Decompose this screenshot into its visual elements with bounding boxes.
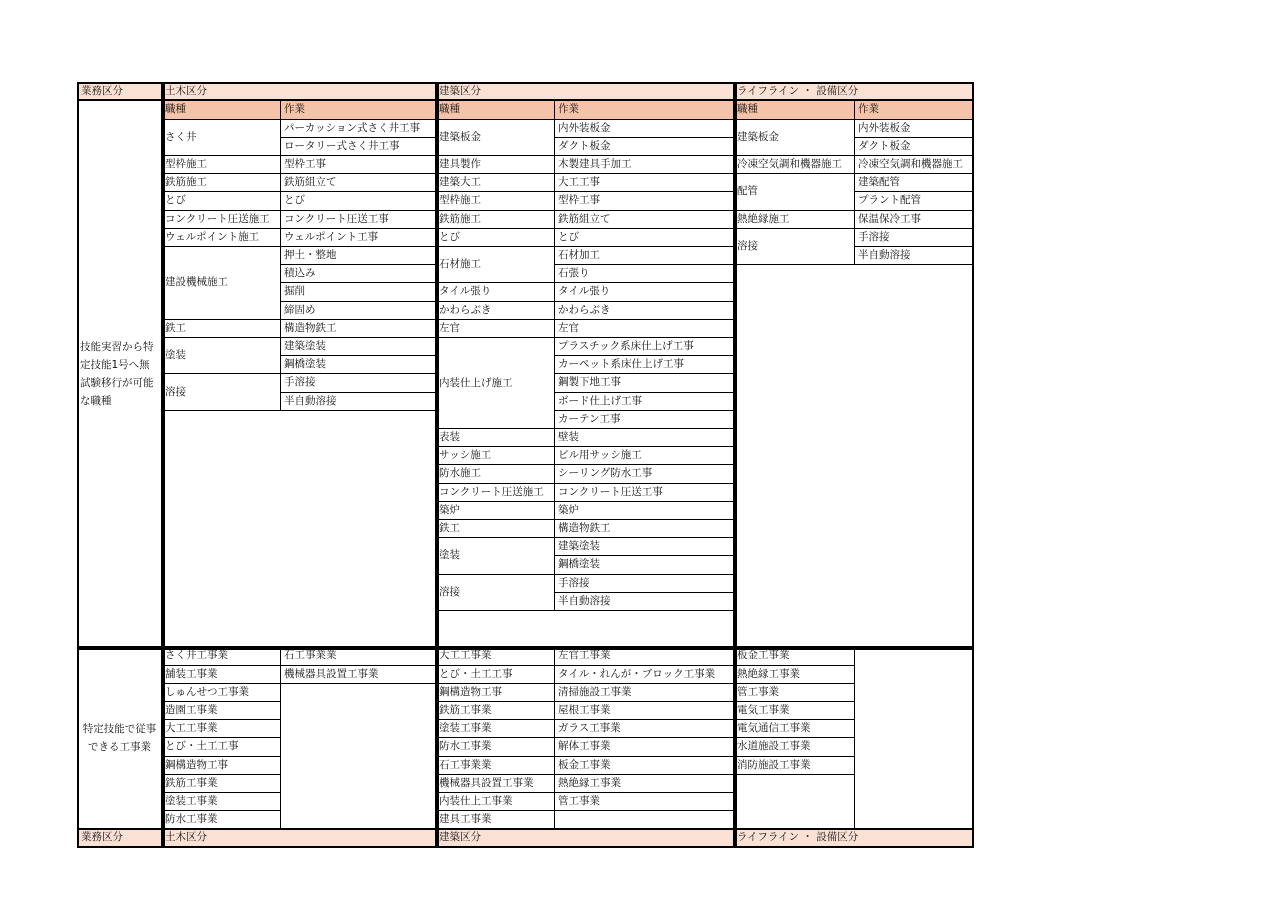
- building-empty-area: [554, 810, 734, 829]
- division-header: 業務区分: [77, 82, 162, 101]
- civil-industry-cell: 機械器具設置工事業: [280, 665, 436, 684]
- building-job-cell: コンクリート圧送施工: [435, 483, 555, 502]
- building-job-cell: サッシ施工: [435, 446, 555, 465]
- civil-job-cell: 鉄筋施工: [161, 173, 281, 192]
- lifeline-industry-cell: 電気工事業: [733, 701, 855, 720]
- building-work-cell: 石材加工: [554, 246, 734, 265]
- building-work-cell: シーリング防水工事: [554, 464, 734, 483]
- column-header-job-type: 職種: [161, 100, 281, 119]
- building-job-cell: 建築板金: [435, 119, 555, 156]
- building-job-cell: 建具製作: [435, 155, 555, 174]
- civil-work-cell: パーカッション式さく井工事: [280, 119, 436, 138]
- building-job-cell: 溶接: [435, 574, 555, 611]
- civil-work-cell: ロータリー式さく井工事: [280, 137, 436, 156]
- civil-empty-area: [280, 683, 436, 830]
- building-job-cell: 塗装: [435, 537, 555, 574]
- building-job-cell: 鉄工: [435, 519, 555, 538]
- civil-industry-cell: しゅんせつ工事業: [161, 683, 281, 702]
- lifeline-job-cell: 配管: [733, 173, 855, 210]
- lifeline-work-cell: 保温保冷工事: [854, 210, 974, 229]
- civil-industry-cell: 鉄筋工事業: [161, 774, 281, 793]
- civil-work-cell: コンクリート圧送工事: [280, 210, 436, 229]
- lifeline-industry-cell: 熱絶縁工事業: [733, 665, 855, 684]
- civil-work-cell: 締固め: [280, 301, 436, 320]
- lifeline-job-cell: 建築板金: [733, 119, 855, 156]
- building-job-cell: タイル張り: [435, 282, 555, 301]
- lifeline-empty-area: [854, 646, 974, 829]
- civil-job-cell: ウェルポイント施工: [161, 228, 281, 247]
- building-industry-cell: 管工事業: [554, 792, 734, 811]
- civil-industry-cell: 造園工事業: [161, 701, 281, 720]
- lifeline-empty-area: [733, 774, 855, 830]
- column-header-work: 作業: [854, 100, 974, 119]
- building-work-cell: とび: [554, 228, 734, 247]
- building-industry-cell: 塗装工事業: [435, 719, 555, 738]
- building-job-cell: 型枠施工: [435, 191, 555, 210]
- building-industry-cell: 清掃施設工事業: [554, 683, 734, 702]
- civil-industry-cell: 塗装工事業: [161, 792, 281, 811]
- lifeline-work-cell: 半自動溶接: [854, 246, 974, 265]
- building-industry-cell: 屋根工事業: [554, 701, 734, 720]
- lifeline-empty-area: [733, 264, 974, 647]
- building-work-cell: コンクリート圧送工事: [554, 483, 734, 502]
- civil-category-footer: 土木区分: [161, 828, 436, 847]
- building-work-cell: 石張り: [554, 264, 734, 283]
- building-work-cell: カーペット系床仕上げ工事: [554, 355, 734, 374]
- civil-work-cell: 積込み: [280, 264, 436, 283]
- building-job-cell: 建築大工: [435, 173, 555, 192]
- building-job-cell: 鉄筋施工: [435, 210, 555, 229]
- building-work-cell: 鋼製下地工事: [554, 373, 734, 392]
- building-work-cell: ボード仕上げ工事: [554, 392, 734, 411]
- civil-work-cell: 掘削: [280, 282, 436, 301]
- building-job-cell: 左官: [435, 319, 555, 338]
- lifeline-industry-cell: 管工事業: [733, 683, 855, 702]
- civil-industry-cell: とび・土工工事: [161, 737, 281, 756]
- building-work-cell: 構造物鉄工: [554, 519, 734, 538]
- division-footer: 業務区分: [77, 828, 162, 847]
- lifeline-industry-cell: 板金工事業: [733, 646, 855, 665]
- building-industry-cell: 板金工事業: [554, 756, 734, 775]
- building-industry-cell: 大工工事業: [435, 646, 555, 665]
- civil-work-cell: 押土・整地: [280, 246, 436, 265]
- civil-industry-cell: 石工事業業: [280, 646, 436, 665]
- building-work-cell: タイル張り: [554, 282, 734, 301]
- lifeline-job-cell: 冷凍空気調和機器施工: [733, 155, 855, 174]
- building-industry-cell: ガラス工事業: [554, 719, 734, 738]
- civil-work-cell: 半自動溶接: [280, 392, 436, 411]
- building-work-cell: 建築塗装: [554, 537, 734, 556]
- building-work-cell: カーテン工事: [554, 410, 734, 429]
- building-industry-cell: 鉄筋工事業: [435, 701, 555, 720]
- construction-division-table: [77, 82, 973, 844]
- building-industry-cell: タイル・れんが・ブロック工事業: [554, 665, 734, 684]
- civil-work-cell: 手溶接: [280, 373, 436, 392]
- civil-job-cell: 型枠施工: [161, 155, 281, 174]
- civil-job-cell: コンクリート圧送施工: [161, 210, 281, 229]
- civil-job-cell: 建設機械施工: [161, 246, 281, 320]
- lifeline-work-cell: プラント配管: [854, 191, 974, 210]
- building-job-cell: 築炉: [435, 501, 555, 520]
- civil-industry-cell: 舗装工事業: [161, 665, 281, 684]
- building-industry-cell: 建具工事業: [435, 810, 555, 829]
- building-work-cell: 壁装: [554, 428, 734, 447]
- building-work-cell: 鋼橋塗装: [554, 555, 734, 574]
- column-header-work: 作業: [280, 100, 436, 119]
- lifeline-industry-cell: 消防施設工事業: [733, 756, 855, 775]
- building-job-cell: 内装仕上げ施工: [435, 337, 555, 429]
- building-work-cell: 鉄筋組立て: [554, 210, 734, 229]
- building-job-cell: とび: [435, 228, 555, 247]
- building-work-cell: ダクト板金: [554, 137, 734, 156]
- section1-label: 技能実習から特定技能1号へ無試験移行が可能な職種: [77, 100, 162, 647]
- building-industry-cell: 鋼構造物工事: [435, 683, 555, 702]
- building-industry-cell: 解体工事業: [554, 737, 734, 756]
- building-industry-cell: とび・土工工事: [435, 665, 555, 684]
- civil-work-cell: とび: [280, 191, 436, 210]
- lifeline-work-cell: ダクト板金: [854, 137, 974, 156]
- civil-work-cell: 型枠工事: [280, 155, 436, 174]
- building-work-cell: 半自動溶接: [554, 592, 734, 611]
- building-job-cell: 防水施工: [435, 464, 555, 483]
- building-work-cell: かわらぶき: [554, 301, 734, 320]
- building-work-cell: 大工工事: [554, 173, 734, 192]
- lifeline-job-cell: 熱絶縁施工: [733, 210, 855, 229]
- lifeline-work-cell: 建築配管: [854, 173, 974, 192]
- building-job-cell: 表装: [435, 428, 555, 447]
- building-job-cell: かわらぶき: [435, 301, 555, 320]
- civil-industry-cell: さく井工事業: [161, 646, 281, 665]
- civil-industry-cell: 大工工事業: [161, 719, 281, 738]
- building-category-footer: 建築区分: [435, 828, 734, 847]
- column-header-work: 作業: [554, 100, 734, 119]
- building-job-cell: 石材施工: [435, 246, 555, 283]
- lifeline-work-cell: 内外装板金: [854, 119, 974, 138]
- column-header-job-type: 職種: [733, 100, 855, 119]
- lifeline-category-header: ライフライン ・ 設備区分: [733, 82, 974, 101]
- lifeline-job-cell: 溶接: [733, 228, 855, 265]
- civil-job-cell: 溶接: [161, 373, 281, 410]
- lifeline-industry-cell: 水道施設工事業: [733, 737, 855, 756]
- building-work-cell: 木製建具手加工: [554, 155, 734, 174]
- civil-job-cell: 塗装: [161, 337, 281, 374]
- building-work-cell: 左官: [554, 319, 734, 338]
- lifeline-work-cell: 手溶接: [854, 228, 974, 247]
- building-industry-cell: 防水工事業: [435, 737, 555, 756]
- civil-job-cell: さく井: [161, 119, 281, 156]
- section2-label: 特定技能で従事できる工事業: [77, 646, 162, 829]
- civil-empty-area: [161, 410, 436, 648]
- civil-work-cell: 建築塗装: [280, 337, 436, 356]
- column-header-job-type: 職種: [435, 100, 555, 119]
- civil-work-cell: 構造物鉄工: [280, 319, 436, 338]
- civil-work-cell: 鋼橋塗装: [280, 355, 436, 374]
- building-work-cell: 型枠工事: [554, 191, 734, 210]
- civil-job-cell: 鉄工: [161, 319, 281, 338]
- building-work-cell: 手溶接: [554, 574, 734, 593]
- building-industry-cell: 熱絶縁工事業: [554, 774, 734, 793]
- civil-job-cell: とび: [161, 191, 281, 210]
- lifeline-category-footer: ライフライン ・ 設備区分: [733, 828, 974, 847]
- building-work-cell: 築炉: [554, 501, 734, 520]
- building-industry-cell: 左官工事業: [554, 646, 734, 665]
- lifeline-work-cell: 冷凍空気調和機器施工: [854, 155, 974, 174]
- civil-category-header: 土木区分: [161, 82, 436, 101]
- civil-industry-cell: 防水工事業: [161, 810, 281, 829]
- building-industry-cell: 内装仕上工事業: [435, 792, 555, 811]
- civil-work-cell: ウェルポイント工事: [280, 228, 436, 247]
- civil-work-cell: 鉄筋組立て: [280, 173, 436, 192]
- civil-industry-cell: 鋼構造物工事: [161, 756, 281, 775]
- building-work-cell: 内外装板金: [554, 119, 734, 138]
- building-industry-cell: 石工事業業: [435, 756, 555, 775]
- building-work-cell: プラスチック系床仕上げ工事: [554, 337, 734, 356]
- building-industry-cell: 機械器具設置工事業: [435, 774, 555, 793]
- building-work-cell: ビル用サッシ施工: [554, 446, 734, 465]
- building-category-header: 建築区分: [435, 82, 734, 101]
- lifeline-industry-cell: 電気通信工事業: [733, 719, 855, 738]
